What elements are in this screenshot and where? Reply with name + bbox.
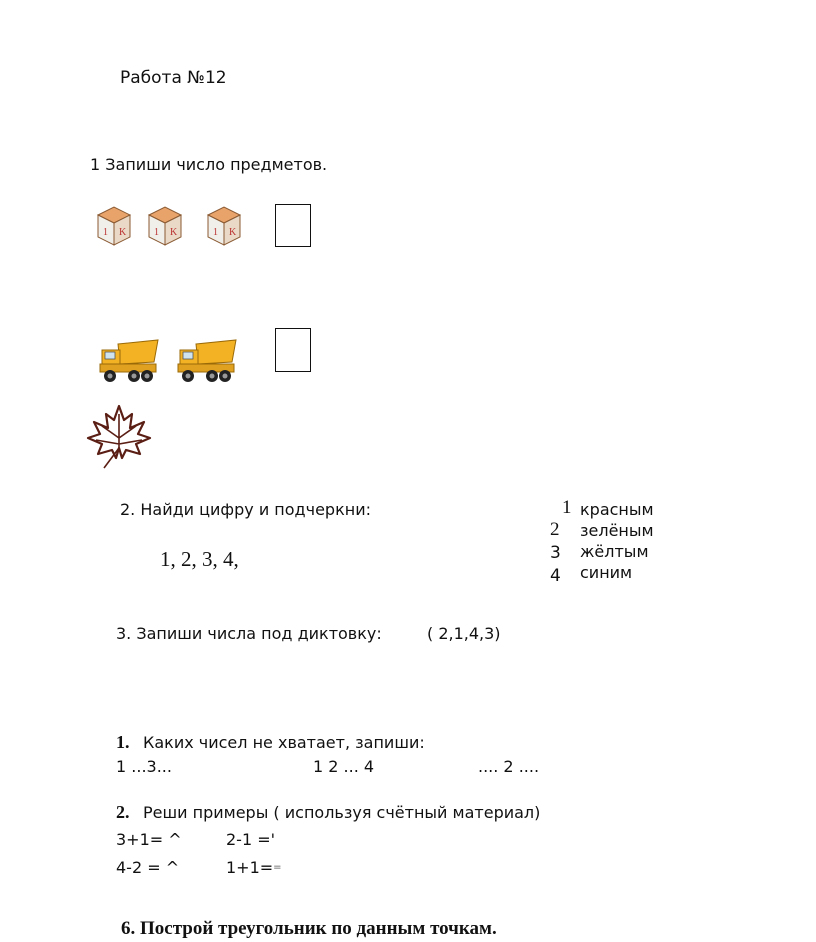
maple-leaf-icon bbox=[84, 404, 154, 470]
task1-heading: 1 Запиши число предметов. bbox=[90, 155, 328, 174]
task6-heading: 6. Построй треугольник по данным точкам. bbox=[121, 918, 497, 939]
missing-numbers-item-3: .... 2 .... bbox=[478, 757, 540, 776]
answer-box-blocks[interactable] bbox=[275, 204, 311, 247]
svg-text:1: 1 bbox=[154, 227, 159, 238]
legend-num-1: 1 bbox=[562, 497, 572, 518]
legend-word-4: синим bbox=[580, 563, 633, 582]
svg-text:1: 1 bbox=[213, 227, 218, 238]
dump-truck-icon bbox=[174, 336, 238, 384]
alphabet-block-icon bbox=[94, 205, 134, 247]
task5-heading: Реши примеры ( используя счётный материал) bbox=[143, 803, 541, 822]
task2-digits: 1, 2, 3, 4, bbox=[160, 547, 239, 571]
alphabet-block-icon bbox=[145, 205, 185, 247]
svg-text:1: 1 bbox=[103, 227, 108, 238]
svg-text:K: K bbox=[170, 227, 178, 238]
svg-text:K: K bbox=[119, 227, 127, 238]
legend-word-3: жёлтым bbox=[580, 542, 649, 561]
task3-heading: 3. Запиши числа под диктовку: bbox=[116, 624, 382, 643]
example-4: 1+1== bbox=[226, 858, 282, 877]
task5-number: 2. bbox=[116, 802, 130, 822]
legend-num-2: 2 bbox=[550, 519, 560, 540]
answer-box-trucks[interactable] bbox=[275, 328, 311, 372]
missing-numbers-item-1: 1 ...3... bbox=[116, 757, 172, 776]
alphabet-block-icon bbox=[204, 205, 244, 247]
task4-number: 1. bbox=[116, 732, 130, 752]
example-1: 3+1= ^ bbox=[116, 830, 182, 849]
example-3: 4-2 = ^ bbox=[116, 858, 180, 877]
dump-truck-icon bbox=[96, 336, 160, 384]
svg-text:K: K bbox=[229, 227, 237, 238]
missing-numbers-item-2: 1 2 ... 4 bbox=[313, 757, 375, 776]
legend-word-2: зелёным bbox=[580, 521, 654, 540]
task4-heading: Каких чисел не хватает, запиши: bbox=[143, 733, 425, 752]
page-title: Работа №12 bbox=[120, 68, 227, 88]
legend-word-1: красным bbox=[580, 500, 654, 519]
example-4-mark: = bbox=[273, 862, 282, 873]
legend-num-4: 4 bbox=[550, 566, 561, 586]
example-2: 2-1 =' bbox=[226, 830, 276, 849]
task2-heading: 2. Найди цифру и подчеркни: bbox=[120, 500, 371, 519]
legend-num-3: 3 bbox=[550, 543, 561, 563]
task3-sequence: ( 2,1,4,3) bbox=[427, 624, 501, 643]
